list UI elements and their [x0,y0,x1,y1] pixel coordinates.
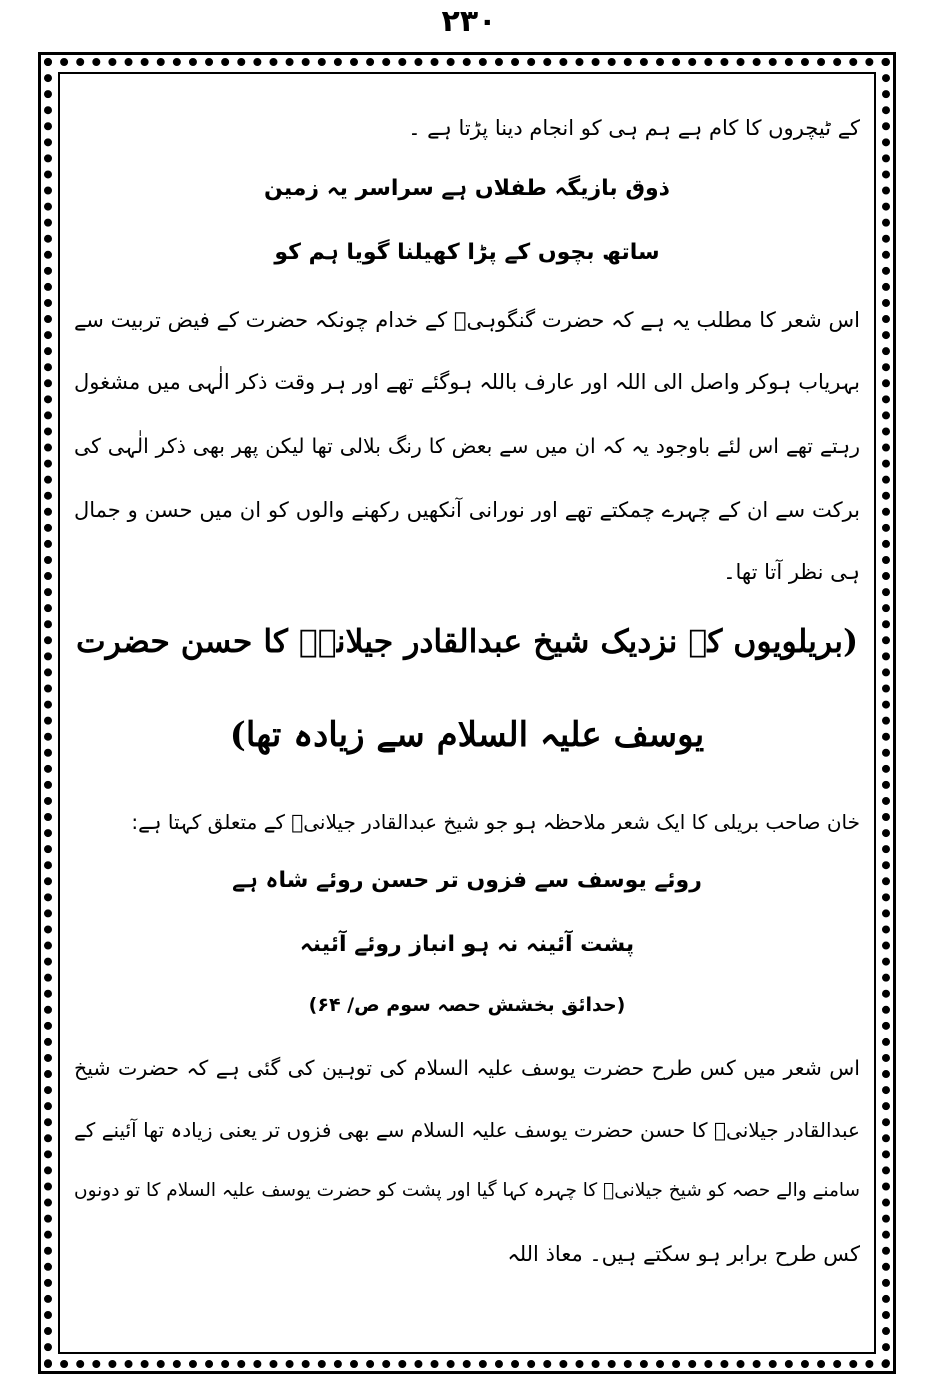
paragraph-line-3: رہتے تھے اس لئے باوجود یہ کہ ان میں سے بعض کا رنگ بلالی تھا لیکن پھر بھی ذکر الٰہی کی [74,434,860,458]
verse-line-1: ذوق بازیگہ طفلاں ہے سراسر یہ زمین [264,176,670,201]
paragraph-line-1: اس شعر کا مطلب یہ ہے کہ حضرت گنگوہیؒ کے خدام چونکہ حضرت کے فیض تربیت سے [74,308,860,332]
paragraph-line-2: بہریاب ہوکر واصل الی اللہ اور عارف باللہ ہوگئے تھے اور ہر وقت ذکر الٰہی میں مشغول [74,370,860,394]
quote-intro-line: خان صاحب بریلی کا ایک شعر ملاحظہ ہو جو شیخ عبدالقادر جیلانیؒ کے متعلق کہتا ہے: [131,810,860,834]
paragraph-line-4: برکت سے ان کے چہرے چمکتے تھے اور نورانی آنکھیں رکھنے والوں کو ان میں حسن و جمال [74,498,860,522]
verse-line-3: روئے یوسف سے فزوں تر حسن روئے شاہ ہے [232,868,702,893]
verse-line-2: ساتھ بچوں کے پڑا کھیلنا گویا ہم کو [274,240,660,265]
text-line-1: کے ٹیچروں کا کام ہے ہم ہی کو انجام دینا پڑتا ہے ۔ [408,116,860,140]
paragraph-line-5: ہی نظر آتا تھا۔ [723,560,860,584]
remark-line-1: اس شعر میں کس طرح حضرت یوسف علیہ السلام کی توہین کی گئی ہے کہ حضرت شیخ [74,1056,860,1080]
page-content [74,78,860,1348]
page-number: ۲۳۰ [441,4,497,39]
section-heading-line-1: (بریلویوں کے نزدیک شیخ عبدالقادر جیلانیؒ کا حسن حضرت [76,623,858,660]
remark-line-4: کس طرح برابر ہو سکتے ہیں۔ معاذ اللہ [507,1242,860,1266]
verse-line-4: پشت آئینہ نہ ہو انباز روئے آئینہ [299,932,635,957]
citation: (حدائق بخشش حصہ سوم ص/ ۶۴) [308,994,626,1016]
remark-line-2: عبدالقادر جیلانیؒ کا حسن حضرت یوسف علیہ السلام سے بھی فزوں تر یعنی زیادہ تھا آئینے کے [74,1118,860,1142]
section-heading-line-2: یوسف علیہ السلام سے زیادہ تھا) [229,715,705,755]
remark-line-3: سامنے والے حصہ کو شیخ جیلانیؒ کا چہرہ کہا گیا اور پشت کو حضرت یوسف علیہ السلام کا تو دونوں [74,1180,860,1201]
